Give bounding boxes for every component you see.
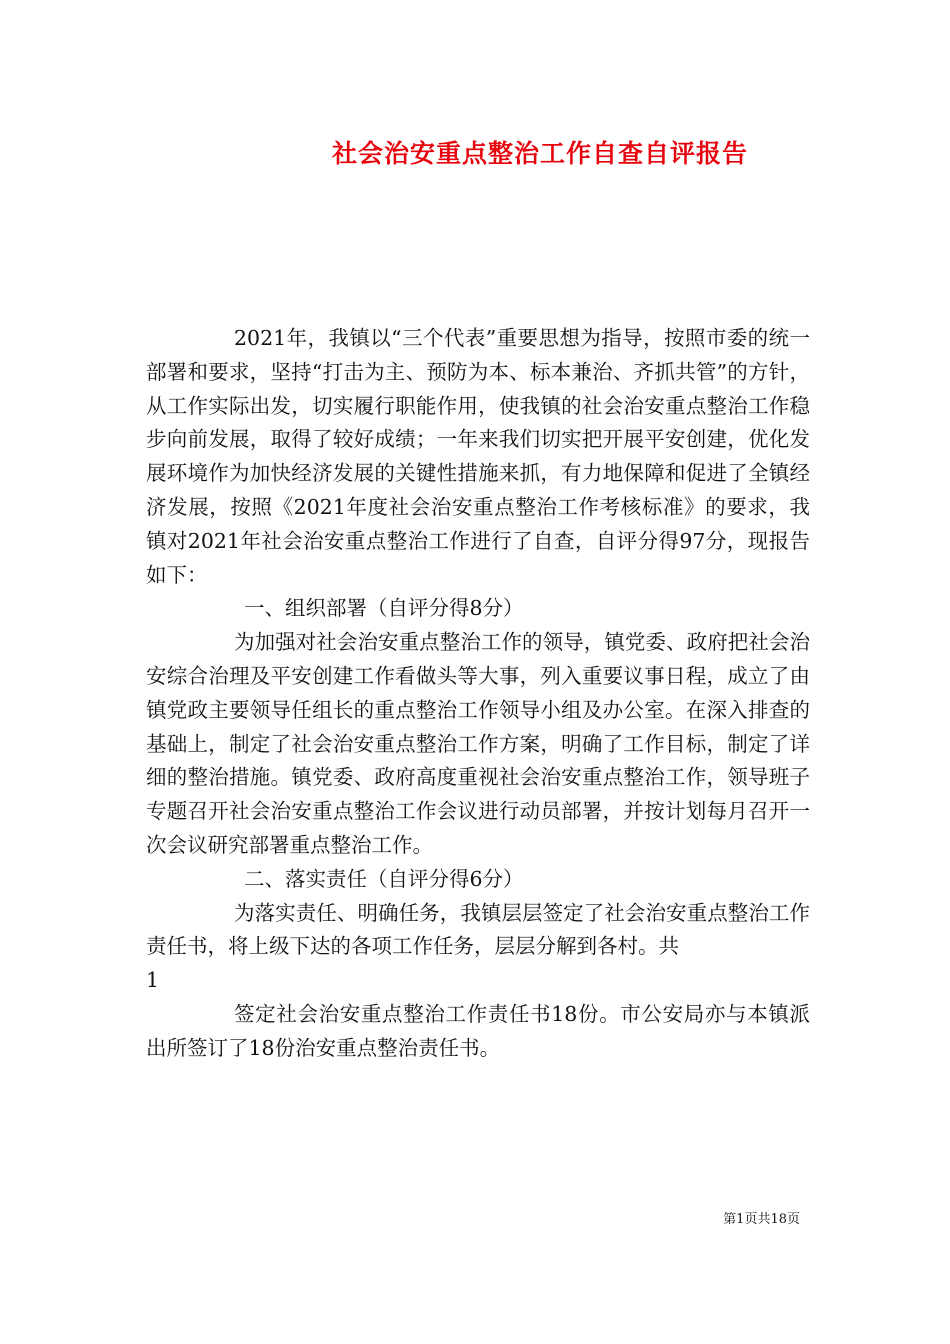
section-2-paragraph: 为落实责任、明确任务，我镇层层签定了社会治安重点整治工作责任书，将上级下达的各项工作任务，层层分解到各村。共 (146, 900, 810, 959)
section-heading-1: 一、组织部署（自评分得8分） (244, 596, 524, 621)
section-1-paragraph: 为加强对社会治安重点整治工作的领导，镇党委、政府把社会治安综合治理及平安创建工作看做头等大事，列入重要议事日程，成立了由镇党政主要领导任组长的重点整治工作领导小组及办公室。在深入排查的基础上，制定了社会治安重点整治工作方案，明确了工作目标，制定了详细的整治措施。镇党委、政府高度重视社会治安重点整治工作，领导班子专题召开社会治安重点整治工作会议进行动员部署，并按计划每月召开一次会议研究部署重点整治工作。 (146, 630, 810, 857)
section-2-continued-paragraph: 签定社会治安重点整治工作责任书18份。市公安局亦与本镇派出所签订了18份治安重点整治责任书。 (146, 1001, 810, 1060)
section-heading-2: 二、落实责任（自评分得6分） (244, 866, 524, 891)
document-body (146, 322, 810, 1066)
document-title: 社会治安重点整治工作自查自评报告 (331, 139, 748, 168)
intro-paragraph: 2021年，我镇以“三个代表”重要思想为指导，按照市委的统一部署和要求，坚持“打击为主、预防为本、标本兼治、齐抓共管”的方针，从工作实际出发，切实履行职能作用，使我镇的社会治安重点整治工作稳步向前发展，取得了较好成绩；一年来我们切实把开展平安创建，优化发展环境作为加快经济发展的关键性措施来抓，有力地保障和促进了全镇经济发展，按照《2021年度社会治安重点整治工作考核标准》的要求，我镇对2021年社会治安重点整治工作进行了自查，自评分得97分，现报告如下： (146, 326, 810, 587)
stray-number: 1 (146, 968, 160, 993)
page-footer: 第1页共18页 (723, 1212, 800, 1227)
